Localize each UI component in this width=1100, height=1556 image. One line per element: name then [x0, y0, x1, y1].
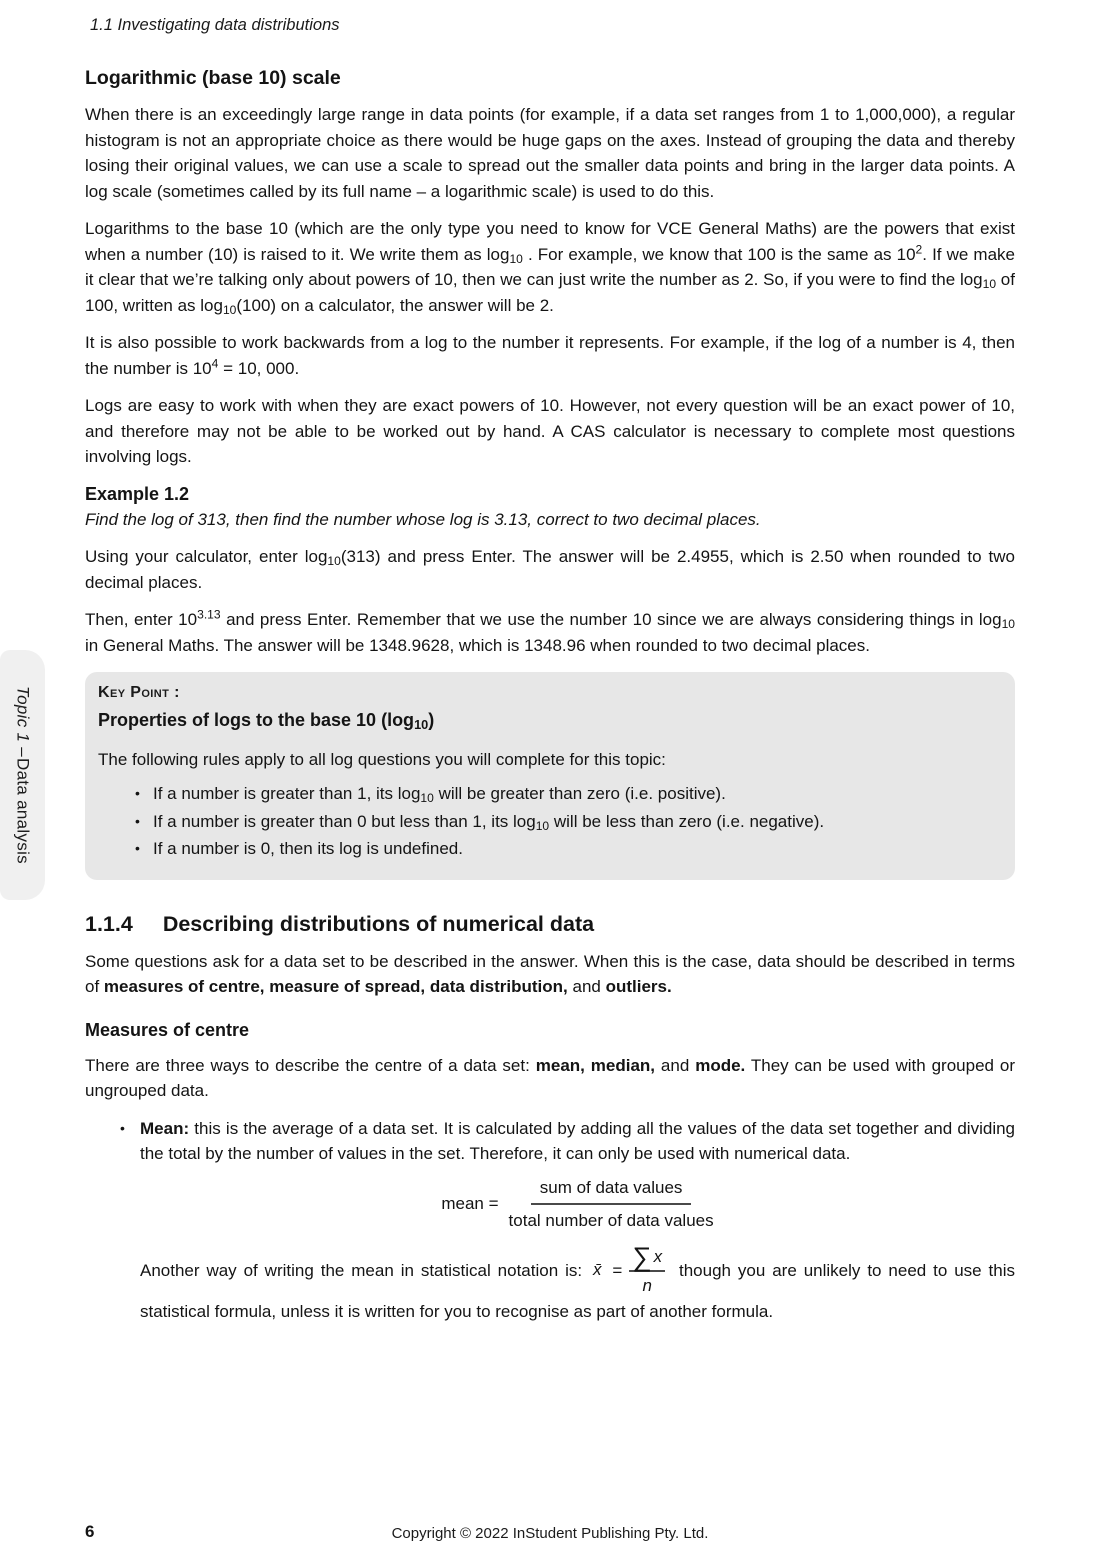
- bullet-icon: •: [135, 812, 140, 829]
- bullet-text: If a number is greater than 1, its log10 will be greater than zero (i.e. positive).: [153, 784, 726, 806]
- bullet-text: If a number is 0, then its log is undefined.: [153, 839, 463, 858]
- sigma-variable-x: x: [653, 1246, 663, 1266]
- key-point-title: Properties of logs to the base 10 (log10): [98, 710, 435, 733]
- list-item-mean: [85, 1116, 1015, 1325]
- sigma-denominator-n: n: [642, 1276, 652, 1295]
- bullet-icon: •: [120, 1119, 125, 1136]
- heading-example-1-2: Example 1.2: [85, 483, 190, 504]
- topic-sidebar-tab: [0, 650, 45, 900]
- list-item: [98, 809, 1001, 835]
- heading-section-1-1-4: [85, 912, 1015, 937]
- mean-formula: [140, 1175, 1015, 1234]
- paragraph-example-step2: Then, enter $10^{3.13}$ and press Enter. Remember that we use the number 10 since we are always considering things in log10 in General Maths. The answer will be 1348.9628, which is 1348.96 when rounded to two decimal places.: [85, 607, 1015, 655]
- heading-measures-of-centre: Measures of centre: [85, 1019, 250, 1040]
- running-header: 1.1 Investigating data distributions: [90, 16, 340, 34]
- bullet-icon: •: [135, 785, 140, 801]
- footer-page-number: 6: [85, 1522, 95, 1541]
- fraction-numerator: sum of data values: [531, 1175, 692, 1206]
- sigma-numerator: [629, 1244, 665, 1273]
- sidebar-topic-label: Topic 1 –: [13, 686, 33, 758]
- example-prompt: Find the log of 313, then find the number whose log is 3.13, correct to two decimal places.: [85, 509, 761, 529]
- sidebar-subject-label: Data analysis: [13, 757, 33, 864]
- key-point-intro: The following rules apply to all log questions you will complete for this topic:: [98, 749, 666, 769]
- mean-bullet-body: [140, 1116, 1015, 1325]
- mean-formula-fraction: [509, 1175, 714, 1234]
- heading-log-scale: Logarithmic (base 10) scale: [85, 67, 341, 89]
- bullet-icon: •: [135, 840, 140, 856]
- equals-sign: =: [612, 1260, 623, 1280]
- stat-note-before: Another way of writing the mean in statistical notation is:: [140, 1260, 589, 1280]
- stat-notation-paragraph: [140, 1244, 1015, 1325]
- sigma-icon: ∑: [632, 1242, 652, 1272]
- sigma-fraction: [629, 1244, 665, 1299]
- paragraph-describing-intro: Some questions ask for a data set to be described in the answer. When this is the case, data should be described in terms of measures of centre, measure of spread, data distribution, and outliers.: [85, 951, 1015, 996]
- mean-formula-lhs: mean =: [441, 1194, 499, 1214]
- paragraph-log-intro: When there is an exceedingly large range in data points (for example, if a data set ranges from 1 to 1,000,000), a regular histogram is not an appropriate choice as there would be huge gaps on the axes. Instead of grouping the data and thereby losing their original values, we can use a scale to spread out the smaller data points and bring in the larger data points. A log scale (sometimes called by its full name – a logarithmic scale) is used to do this.: [85, 105, 1015, 201]
- x-bar-symbol: x̄: [592, 1260, 602, 1280]
- list-item: [98, 836, 1001, 862]
- bullet-text: If a number is greater than 0 but less than 1, its log10 will be less than zero (i.e. negative).: [153, 811, 825, 833]
- list-item: [98, 781, 1001, 807]
- page-content: [85, 0, 1015, 1324]
- key-point-label: Key Point :: [98, 684, 180, 701]
- paragraph-log-base10: Logarithms to the base 10 (which are the only type you need to know for VCE General Maths) are the powers that exist when a number (10) is raised to it. We write them as log10 . For example, we know that 100 is the same as $10^2$. If we make it clear that we’re talking only about powers of 10, then we can just write the number as 2. So, if you were to find the log10 of 100, written as log10(100) on a calculator, the answer will be 2.: [85, 219, 1015, 317]
- paragraph-log-cas: Logs are easy to work with when they are exact powers of 10. However, not every question will be an exact power of 10, and therefore may not be able to be worked out by hand. A CAS calculator is necessary to complete most questions involving logs.: [85, 396, 1015, 466]
- section-title: Describing distributions of numerical data: [162, 911, 595, 936]
- paragraph-example-step1: Using your calculator, enter log10(313) and press Enter. The answer will be 2.4955, which is 2.50 when rounded to two decimal places.: [85, 547, 1015, 592]
- paragraph-three-ways: There are three ways to describe the centre of a data set: mean, median, and mode. They can be used with grouped or ungrouped data.: [85, 1055, 1015, 1100]
- section-number: 1.1.4: [85, 911, 133, 936]
- key-point-bullet-list: [98, 781, 1001, 862]
- paragraph-log-backwards: It is also possible to work backwards from a log to the number it represents. For example, if the log of a number is 4, then the number is $10^4 = 10$, 000.: [85, 333, 1015, 378]
- key-point-box: [85, 672, 1015, 880]
- stat-note-after: though you are unlikely to need to use this statistical formula, unless it is written for you to recognise as part of another formula.: [140, 1260, 1015, 1321]
- footer-copyright: Copyright © 2022 InStudent Publishing Pty. Ltd.: [391, 1525, 709, 1542]
- mean-bullet-text: Mean: this is the average of a data set. It is calculated by adding all the values of the data set together and dividing the total by the number of values in the set. Therefore, it can only be used with numerical data.: [140, 1118, 1015, 1163]
- fraction-denominator: total number of data values: [508, 1211, 714, 1230]
